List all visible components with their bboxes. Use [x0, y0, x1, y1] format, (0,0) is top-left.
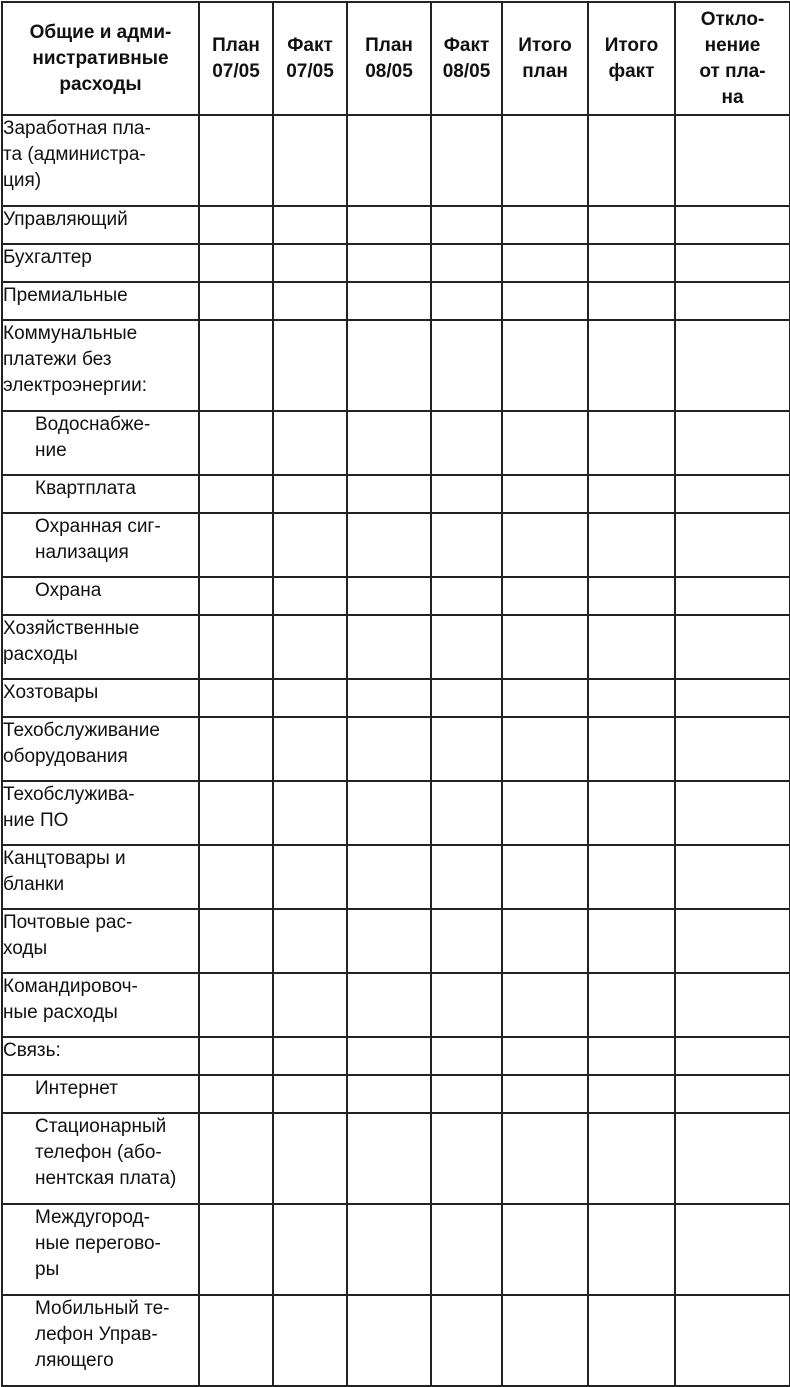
total-fact-cell — [588, 411, 675, 475]
total-plan-cell — [502, 1113, 588, 1204]
fact-0805-cell — [431, 1295, 502, 1386]
row-category-cell — [2, 115, 199, 206]
deviation-cell — [675, 320, 790, 411]
row-category-cell — [2, 781, 199, 845]
fact-0805-cell — [431, 717, 502, 781]
row-category-cell — [2, 513, 199, 577]
plan-0705-cell — [199, 115, 273, 206]
row-category-cell — [2, 244, 199, 282]
table-row — [2, 781, 790, 845]
row-category-label: Мобильный те- лефон Управ- ляющего — [35, 1298, 170, 1371]
total-plan-cell — [502, 411, 588, 475]
table-row — [2, 845, 790, 909]
total-fact-cell — [588, 320, 675, 411]
table-row — [2, 577, 790, 615]
plan-0705-cell — [199, 679, 273, 717]
total-plan-cell — [502, 320, 588, 411]
deviation-cell — [675, 244, 790, 282]
table-row — [2, 206, 790, 244]
row-category-cell — [2, 577, 199, 615]
header-category: Общие и адми- нистративные расходы — [2, 2, 199, 115]
fact-0805-cell — [431, 1113, 502, 1204]
fact-0805-cell — [431, 577, 502, 615]
fact-0805-cell — [431, 845, 502, 909]
deviation-cell — [675, 1204, 790, 1295]
plan-0705-cell — [199, 973, 273, 1037]
total-fact-cell — [588, 513, 675, 577]
fact-0805-cell — [431, 1075, 502, 1113]
plan-0805-cell — [347, 475, 431, 513]
fact-0705-cell — [273, 513, 347, 577]
plan-0805-cell — [347, 115, 431, 206]
table-header — [2, 2, 790, 115]
table-row — [2, 320, 790, 411]
row-category-cell — [2, 615, 199, 679]
table-row — [2, 1295, 790, 1386]
row-category-cell — [2, 973, 199, 1037]
plan-0705-cell — [199, 320, 273, 411]
header-deviation: Откло- нение от пла- на — [675, 2, 790, 115]
plan-0805-cell — [347, 1113, 431, 1204]
plan-0805-cell — [347, 909, 431, 973]
fact-0705-cell — [273, 845, 347, 909]
plan-0805-cell — [347, 1075, 431, 1113]
total-plan-cell — [502, 1295, 588, 1386]
deviation-cell — [675, 1113, 790, 1204]
row-category-label: Техобслужива- ние ПО — [3, 784, 135, 831]
deviation-cell — [675, 717, 790, 781]
row-category-label: Междугород- ные перегово- ры — [35, 1207, 161, 1280]
deviation-cell — [675, 1295, 790, 1386]
plan-0705-cell — [199, 717, 273, 781]
row-category-cell — [2, 909, 199, 973]
fact-0705-cell — [273, 206, 347, 244]
table-body — [2, 115, 790, 1386]
table-row — [2, 1037, 790, 1075]
deviation-cell — [675, 973, 790, 1037]
row-category-label: Бухгалтер — [3, 247, 92, 268]
header-fact-0805: Факт 08/05 — [431, 2, 502, 115]
row-category-cell — [2, 320, 199, 411]
header-plan-0805: План 08/05 — [347, 2, 431, 115]
plan-0705-cell — [199, 909, 273, 973]
header-total-fact: Итого факт — [588, 2, 675, 115]
fact-0705-cell — [273, 320, 347, 411]
total-fact-cell — [588, 1295, 675, 1386]
table-row — [2, 513, 790, 577]
plan-0805-cell — [347, 679, 431, 717]
fact-0805-cell — [431, 615, 502, 679]
fact-0805-cell — [431, 679, 502, 717]
deviation-cell — [675, 513, 790, 577]
plan-0805-cell — [347, 845, 431, 909]
deviation-cell — [675, 475, 790, 513]
fact-0705-cell — [273, 115, 347, 206]
total-fact-cell — [588, 206, 675, 244]
plan-0805-cell — [347, 320, 431, 411]
total-plan-cell — [502, 1037, 588, 1075]
plan-0705-cell — [199, 781, 273, 845]
total-plan-cell — [502, 475, 588, 513]
row-category-label: Водоснабже- ние — [35, 414, 151, 461]
fact-0705-cell — [273, 909, 347, 973]
deviation-cell — [675, 679, 790, 717]
row-category-label: Интернет — [35, 1078, 118, 1099]
deviation-cell — [675, 781, 790, 845]
plan-0705-cell — [199, 475, 273, 513]
table-row — [2, 909, 790, 973]
total-fact-cell — [588, 909, 675, 973]
row-category-label: Почтовые рас- ходы — [3, 912, 133, 959]
row-category-label: Канцтовары и бланки — [3, 848, 126, 895]
total-fact-cell — [588, 577, 675, 615]
plan-0705-cell — [199, 1295, 273, 1386]
row-category-label: Заработная пла- та (администра- ция) — [3, 118, 151, 191]
fact-0705-cell — [273, 679, 347, 717]
fact-0805-cell — [431, 1204, 502, 1295]
fact-0805-cell — [431, 781, 502, 845]
plan-0805-cell — [347, 1204, 431, 1295]
row-category-cell — [2, 411, 199, 475]
fact-0805-cell — [431, 282, 502, 320]
total-fact-cell — [588, 1037, 675, 1075]
plan-0705-cell — [199, 1113, 273, 1204]
row-category-label: Связь: — [3, 1040, 61, 1061]
table-row — [2, 1113, 790, 1204]
plan-0705-cell — [199, 615, 273, 679]
deviation-cell — [675, 909, 790, 973]
deviation-cell — [675, 206, 790, 244]
total-fact-cell — [588, 1113, 675, 1204]
plan-0805-cell — [347, 781, 431, 845]
fact-0705-cell — [273, 973, 347, 1037]
total-fact-cell — [588, 244, 675, 282]
expense-table — [1, 1, 790, 1387]
total-plan-cell — [502, 615, 588, 679]
row-category-cell — [2, 1075, 199, 1113]
total-plan-cell — [502, 513, 588, 577]
fact-0805-cell — [431, 411, 502, 475]
row-category-label: Техобслуживание оборудования — [3, 720, 160, 767]
fact-0705-cell — [273, 475, 347, 513]
table-row — [2, 475, 790, 513]
total-plan-cell — [502, 1204, 588, 1295]
plan-0705-cell — [199, 513, 273, 577]
table-row — [2, 282, 790, 320]
row-category-cell — [2, 475, 199, 513]
row-category-label: Командировоч- ные расходы — [3, 976, 138, 1023]
total-plan-cell — [502, 115, 588, 206]
plan-0805-cell — [347, 1295, 431, 1386]
plan-0705-cell — [199, 1204, 273, 1295]
total-fact-cell — [588, 115, 675, 206]
fact-0705-cell — [273, 1037, 347, 1075]
total-fact-cell — [588, 1075, 675, 1113]
total-plan-cell — [502, 282, 588, 320]
deviation-cell — [675, 615, 790, 679]
plan-0805-cell — [347, 282, 431, 320]
table-row — [2, 973, 790, 1037]
deviation-cell — [675, 282, 790, 320]
row-category-label: Стационарный телефон (або- нентская плата) — [35, 1116, 177, 1189]
plan-0805-cell — [347, 411, 431, 475]
table-row — [2, 717, 790, 781]
row-category-label: Охрана — [35, 580, 102, 601]
fact-0805-cell — [431, 115, 502, 206]
plan-0705-cell — [199, 1075, 273, 1113]
row-category-label: Коммунальные платежи без электроэнергии: — [3, 323, 148, 396]
fact-0805-cell — [431, 475, 502, 513]
total-plan-cell — [502, 973, 588, 1037]
table-row — [2, 115, 790, 206]
total-fact-cell — [588, 282, 675, 320]
fact-0805-cell — [431, 244, 502, 282]
deviation-cell — [675, 1037, 790, 1075]
total-plan-cell — [502, 845, 588, 909]
table-row — [2, 1075, 790, 1113]
plan-0805-cell — [347, 1037, 431, 1075]
total-fact-cell — [588, 679, 675, 717]
row-category-label: Квартплата — [35, 478, 136, 499]
plan-0805-cell — [347, 615, 431, 679]
total-plan-cell — [502, 244, 588, 282]
fact-0805-cell — [431, 909, 502, 973]
plan-0705-cell — [199, 1037, 273, 1075]
plan-0705-cell — [199, 206, 273, 244]
plan-0705-cell — [199, 282, 273, 320]
deviation-cell — [675, 115, 790, 206]
table-row — [2, 411, 790, 475]
row-category-label: Хозтовары — [3, 682, 99, 703]
row-category-label: Хозяйственные расходы — [3, 618, 140, 665]
row-category-cell — [2, 1295, 199, 1386]
total-fact-cell — [588, 973, 675, 1037]
fact-0705-cell — [273, 577, 347, 615]
fact-0705-cell — [273, 781, 347, 845]
row-category-cell — [2, 845, 199, 909]
fact-0705-cell — [273, 282, 347, 320]
deviation-cell — [675, 845, 790, 909]
total-plan-cell — [502, 679, 588, 717]
row-category-cell — [2, 282, 199, 320]
row-category-label: Управляющий — [3, 209, 128, 230]
row-category-cell — [2, 206, 199, 244]
fact-0805-cell — [431, 320, 502, 411]
plan-0805-cell — [347, 577, 431, 615]
total-plan-cell — [502, 1075, 588, 1113]
row-category-cell — [2, 679, 199, 717]
total-fact-cell — [588, 717, 675, 781]
row-category-label: Охранная сиг- нализация — [35, 516, 161, 563]
fact-0705-cell — [273, 1295, 347, 1386]
plan-0805-cell — [347, 973, 431, 1037]
fact-0705-cell — [273, 615, 347, 679]
table-row — [2, 679, 790, 717]
header-total-plan: Итого план — [502, 2, 588, 115]
row-category-cell — [2, 1204, 199, 1295]
total-plan-cell — [502, 577, 588, 615]
row-category-cell — [2, 1113, 199, 1204]
fact-0805-cell — [431, 513, 502, 577]
total-fact-cell — [588, 1204, 675, 1295]
fact-0705-cell — [273, 1113, 347, 1204]
plan-0705-cell — [199, 845, 273, 909]
plan-0805-cell — [347, 244, 431, 282]
fact-0705-cell — [273, 1204, 347, 1295]
deviation-cell — [675, 1075, 790, 1113]
total-fact-cell — [588, 781, 675, 845]
fact-0705-cell — [273, 411, 347, 475]
fact-0705-cell — [273, 244, 347, 282]
total-fact-cell — [588, 845, 675, 909]
fact-0705-cell — [273, 1075, 347, 1113]
total-plan-cell — [502, 206, 588, 244]
table-row — [2, 244, 790, 282]
fact-0705-cell — [273, 717, 347, 781]
row-category-cell — [2, 1037, 199, 1075]
total-fact-cell — [588, 475, 675, 513]
header-fact-0705: Факт 07/05 — [273, 2, 347, 115]
plan-0805-cell — [347, 206, 431, 244]
fact-0805-cell — [431, 973, 502, 1037]
table-row — [2, 1204, 790, 1295]
fact-0805-cell — [431, 1037, 502, 1075]
plan-0705-cell — [199, 577, 273, 615]
total-fact-cell — [588, 615, 675, 679]
table-row — [2, 615, 790, 679]
plan-0805-cell — [347, 717, 431, 781]
plan-0805-cell — [347, 513, 431, 577]
total-plan-cell — [502, 909, 588, 973]
deviation-cell — [675, 411, 790, 475]
plan-0705-cell — [199, 411, 273, 475]
plan-0705-cell — [199, 244, 273, 282]
deviation-cell — [675, 577, 790, 615]
row-category-label: Премиальные — [3, 285, 128, 306]
total-plan-cell — [502, 781, 588, 845]
row-category-cell — [2, 717, 199, 781]
fact-0805-cell — [431, 206, 502, 244]
total-plan-cell — [502, 717, 588, 781]
header-plan-0705: План 07/05 — [199, 2, 273, 115]
